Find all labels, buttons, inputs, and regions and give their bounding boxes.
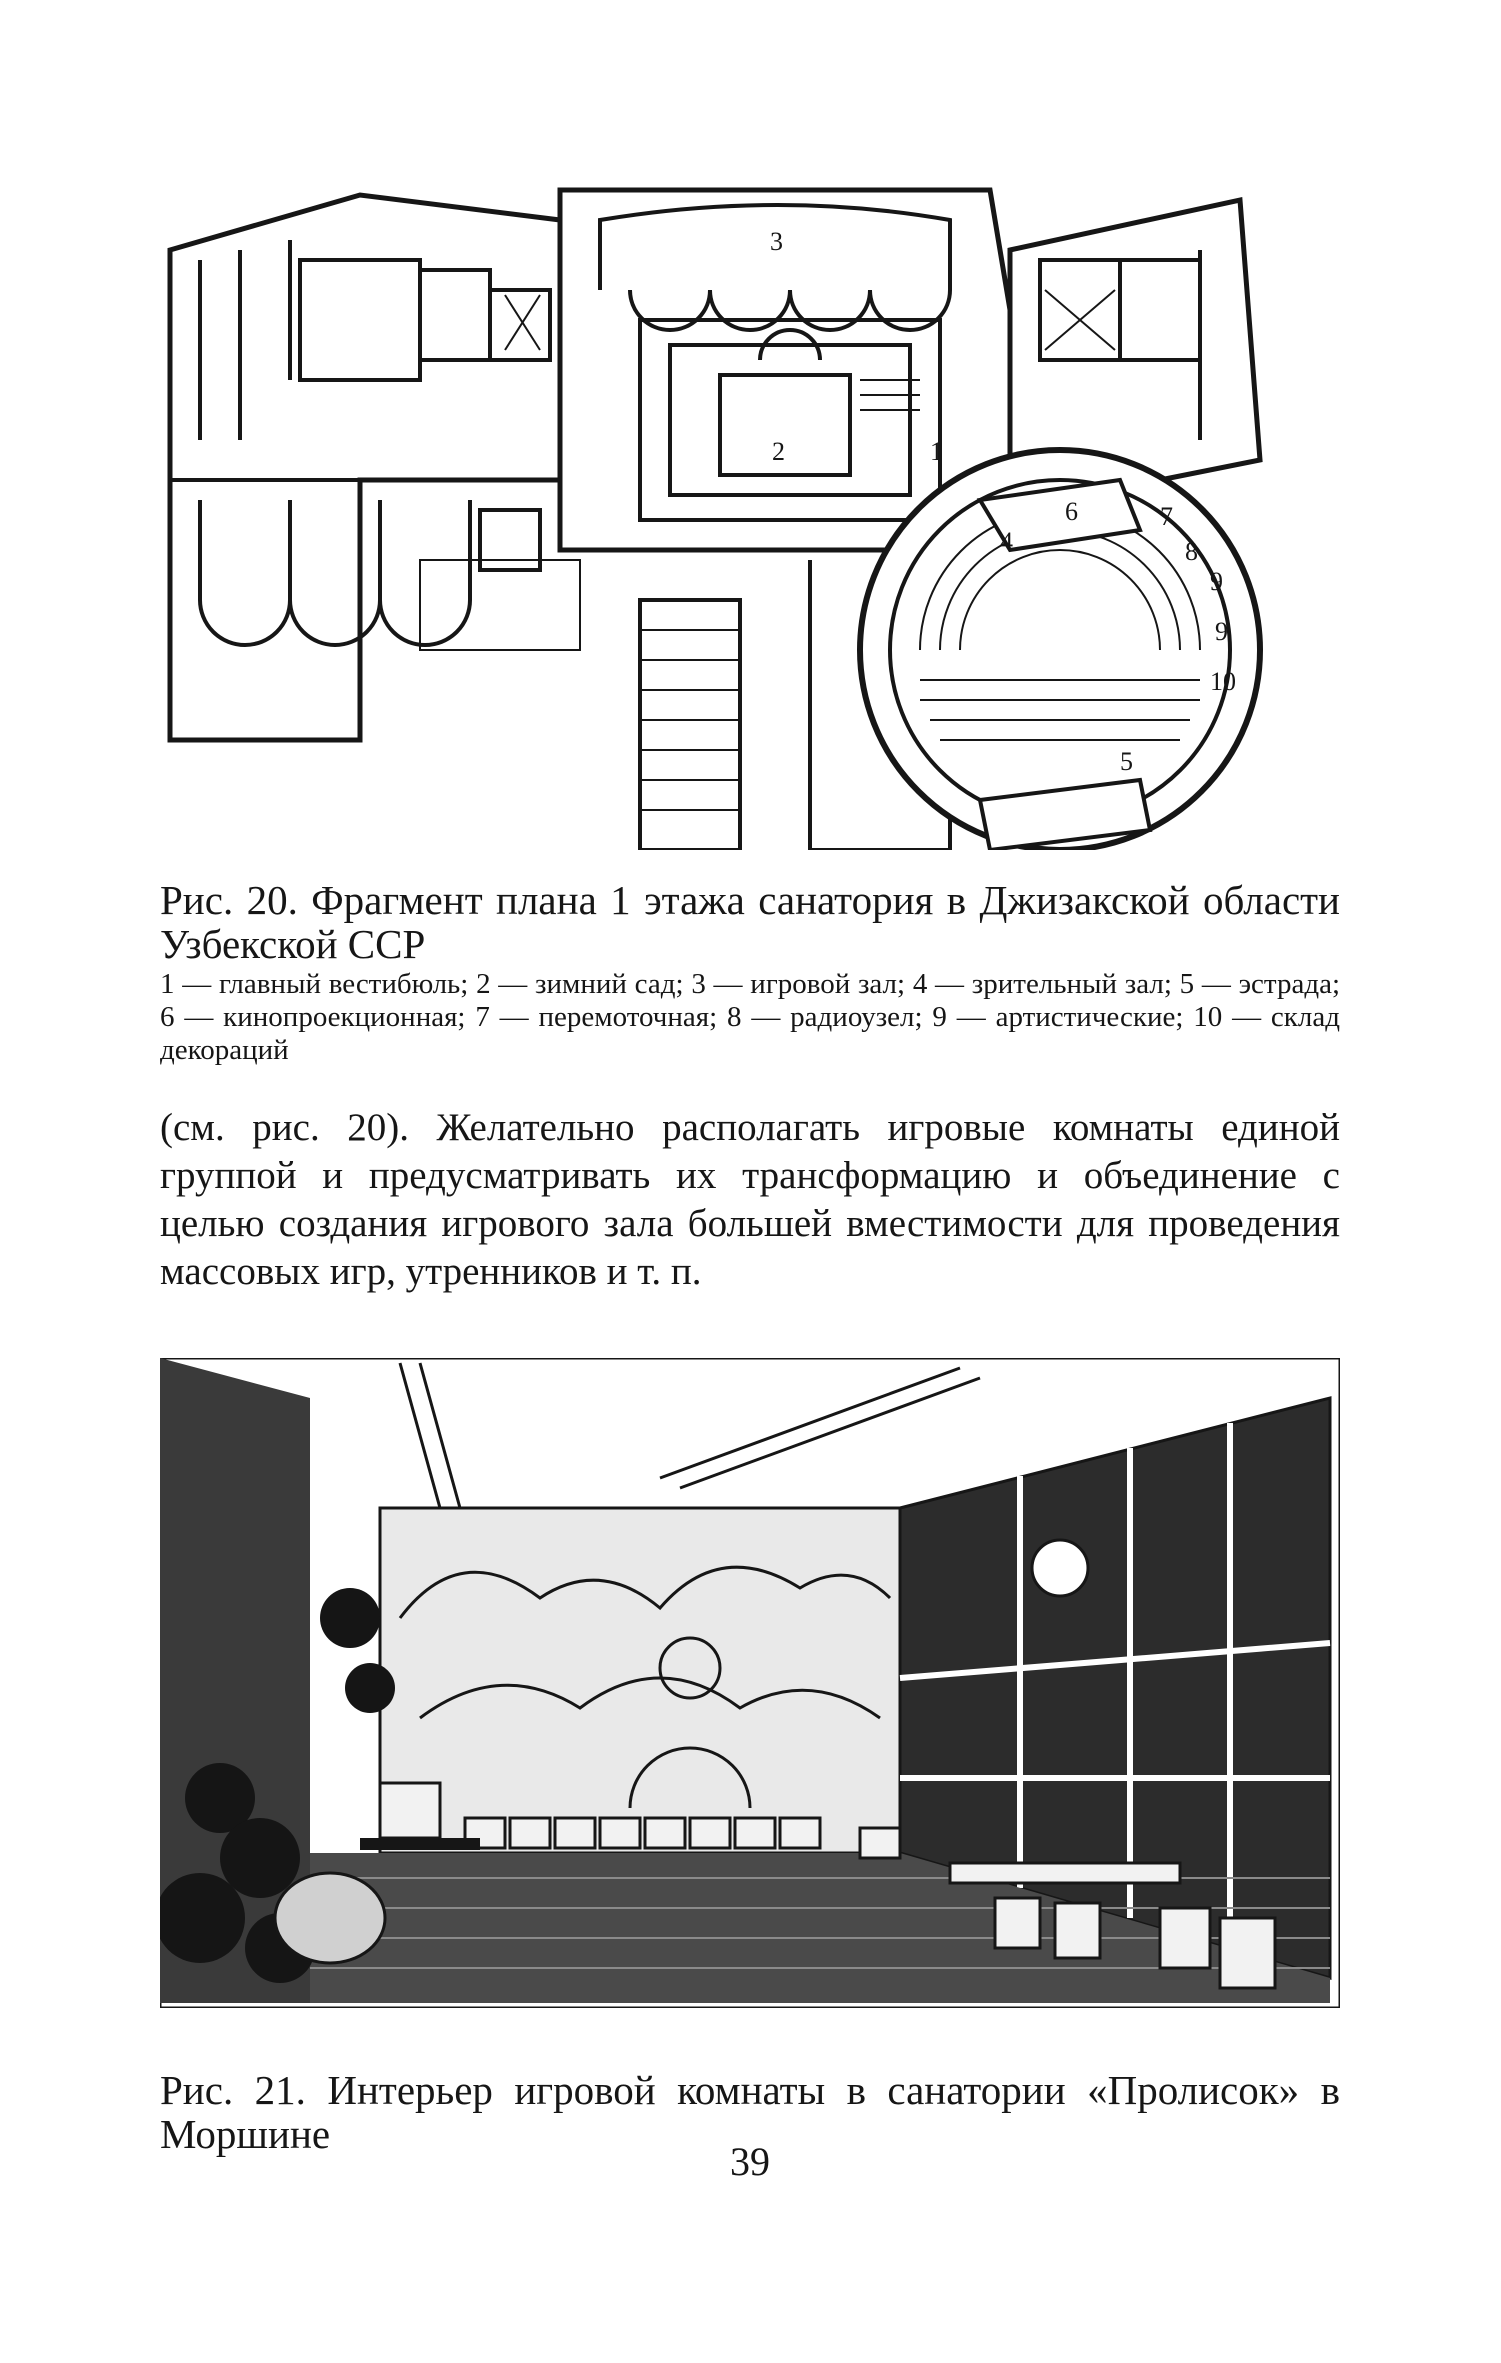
plan-label-5: 5 — [1120, 747, 1133, 776]
figure-21-interior-drawing — [160, 1358, 1340, 2008]
figure-21-caption: Рис. 21. Интерьер игровой комнаты в санатории «Пролисок» в Моршине — [160, 2067, 1340, 2157]
plan-label-6: 6 — [1065, 497, 1078, 526]
plan-label-3: 3 — [770, 227, 783, 256]
figure-20-floor-plan — [160, 180, 1340, 850]
plan-label-8: 8 — [1185, 537, 1198, 566]
plan-label-9a: 9 — [1210, 567, 1223, 596]
body-paragraph: (см. рис. 20). Желательно располагать игровые комнаты единой группой и предусматривать их трансформацию и объединение с целью создания игрового зала большей вместимости для проведения массовых игр, утренников и т. п. — [160, 1106, 1340, 1293]
plan-label-2: 2 — [772, 437, 785, 466]
plan-label-9b: 9 — [1215, 617, 1228, 646]
plan-label-4: 4 — [1000, 527, 1013, 556]
figure-20-caption-title: Рис. 20. Фрагмент плана 1 этажа санатория в Джизакской области Узбекской ССР — [160, 877, 1340, 967]
plan-label-7: 7 — [1160, 502, 1173, 531]
plan-label-10: 10 — [1210, 667, 1236, 696]
page-number: 39 — [730, 2139, 770, 2184]
plan-label-1: 1 — [930, 437, 943, 466]
figure-20-legend: 1 — главный вестибюль; 2 — зимний сад; 3 — игровой зал; 4 — зрительный зал; 5 — эстрада; 6 — кинопроекционная; 7 — перемоточная; 8 — радиоузел; 9 — артистические; 10 — склад декораций — [160, 968, 1340, 1066]
